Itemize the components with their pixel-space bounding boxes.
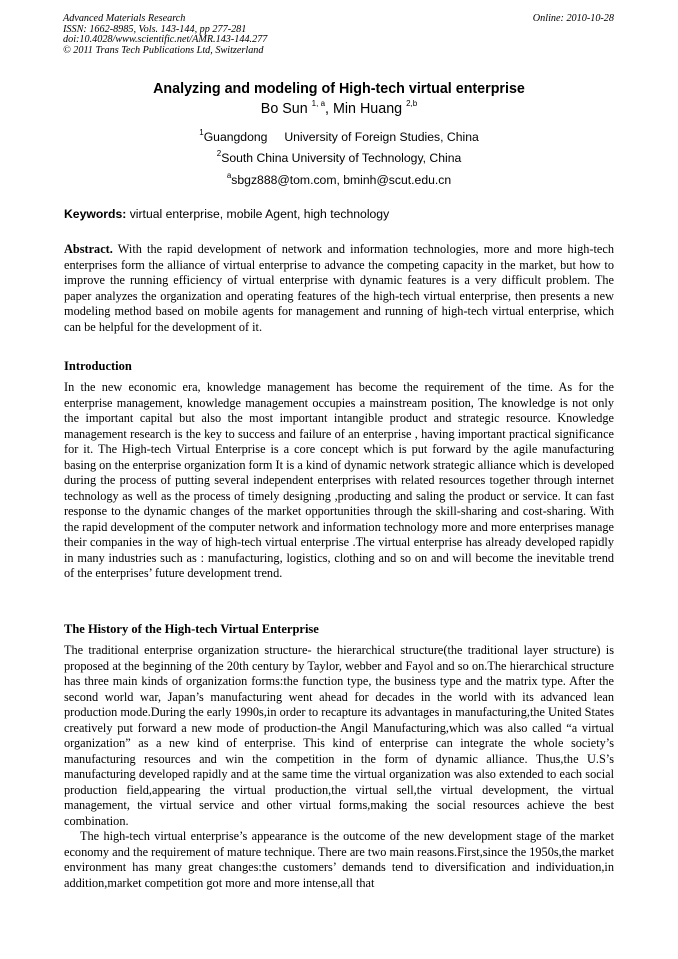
author-2-name: Min Huang <box>332 101 403 117</box>
author-separator: , <box>325 101 333 117</box>
author-2-superscript: 2,b <box>406 99 418 108</box>
issn-line: ISSN: 1662-8985, Vols. 143-144, pp 277-281 <box>63 23 247 35</box>
email-marker: a <box>226 171 232 180</box>
author-1-name: Bo Sun <box>260 101 308 117</box>
author-1-superscript: 1, a <box>311 99 326 108</box>
publication-header <box>63 14 267 57</box>
affiliation-2 <box>0 151 678 165</box>
affiliation-2-marker: 2 <box>216 149 222 158</box>
abstract-label: Abstract. <box>64 242 113 256</box>
paper-title: Analyzing and modeling of High-tech virtual enterprise <box>153 81 525 97</box>
history-paragraph-2: The high-tech virtual enterprise’s appearance is the outcome of the new development stage of the market economy and the requirement of mature technique. There are two main reasons.First,since the 1950s,the market environment has many great changes:the customers’ demands tend to diversification and individuation,in addition,market competition got more and more intense,all that <box>64 829 614 890</box>
copyright-line: © 2011 Trans Tech Publications Ltd, Switzerland <box>63 45 264 57</box>
abstract-text: With the rapid development of network and information technologies, more and more high-tech enterprises form the alliance of virtual enterprise to advance the competing capacity in the market, but how to improve the running efficiency of virtual enterprise with dynamic features is a very difficult problem. The paper analyzes the organization and operating features of the high-tech virtual enterprise, then presents a new modeling method based on mobile agents for management and running of high-tech virtual enterprise, which can be helpful for the development of it. <box>64 242 614 334</box>
keywords-text: virtual enterprise, mobile Agent, high technology <box>126 207 390 221</box>
email-addresses: sbgz888@tom.com, bminh@scut.edu.cn <box>231 173 452 187</box>
keywords <box>64 207 389 221</box>
affiliation-1 <box>0 130 678 144</box>
affiliation-1-text: Guangdong University of Foreign Studies, China <box>203 130 479 144</box>
keywords-label: Keywords: <box>64 207 127 221</box>
doi-line: doi:10.4028/www.scientific.net/AMR.143-144.277 <box>63 34 268 46</box>
history-heading: The History of the High-tech Virtual Enterprise <box>64 622 319 636</box>
author-line <box>0 101 678 117</box>
history-paragraph-1: The traditional enterprise organization structure- the hierarchical structure(the traditional layer structure) is proposed at the beginning of the 20th century by Taylor, webber and Fayol and so on.The hierarchical structure has three main kinds of organization forms:the function type, the business type and the matrix type. After the second world war, Japan’s manufacturing went ahead for decades in the world with its advanced lean production mode.During the early 1990s,in order to recapture its advantages in manufacturing,the United States creatively put forward a new mode of production-the Angil Manufacturing,which was also called “a virtual organization” as a new kind of enterprise. This kind of enterprise can integrate the whole society’s manufacturing resources and win the competition in the form of dynamic alliance. Thus,the U.S’s manufacturing developed rapidly and at the same time the virtual organization was also extended to each social production field,appearing the virtual production,the virtual sell,the virtual development, the virtual management, the virtual service and other virtual forms,making the social resources achieve the best combination. <box>64 643 614 828</box>
affiliation-2-text: South China University of Technology, China <box>221 151 462 165</box>
affiliation-1-marker: 1 <box>199 128 204 137</box>
history-section <box>64 643 614 891</box>
introduction-paragraph: In the new economic era, knowledge management has become the requirement of the time. As for the enterprise management, knowledge management occupies a mainstream position, The knowledge is not only the important capital but also the most important intangible product and strategic resource. Knowledge management research is the key to success and failure of an enterprise , having important practical significance for it. The High-tech Virtual Enterprise is a core concept which is put forward by the agile manufacturing basing on the enterprise organization form It is a kind of dynamic network strategic alliance which is developed during the process of putting several independent enterprises with related resources together through internet technology as well as the process of timely designing ,producting and saling the product or service. It can fast response to the dynamic changes of the market opportunities through the skill-sharing and cost-sharing. With the rapid development of the computer network and information technology more and more enterprises manage their companies in the way of high-tech virtual enterprise .The virtual enterprise has already developed rapidly in many industries such as : manufacturing, logistics, clothing and so on and will become the inevitable trend of the enterprises’ future development trend. <box>64 380 614 580</box>
abstract-paragraph <box>64 242 614 335</box>
author-emails <box>0 173 678 187</box>
online-date: Online: 2010-10-28 <box>532 13 614 24</box>
introduction-heading: Introduction <box>64 359 132 373</box>
journal-name: Advanced Materials Research <box>63 13 186 24</box>
